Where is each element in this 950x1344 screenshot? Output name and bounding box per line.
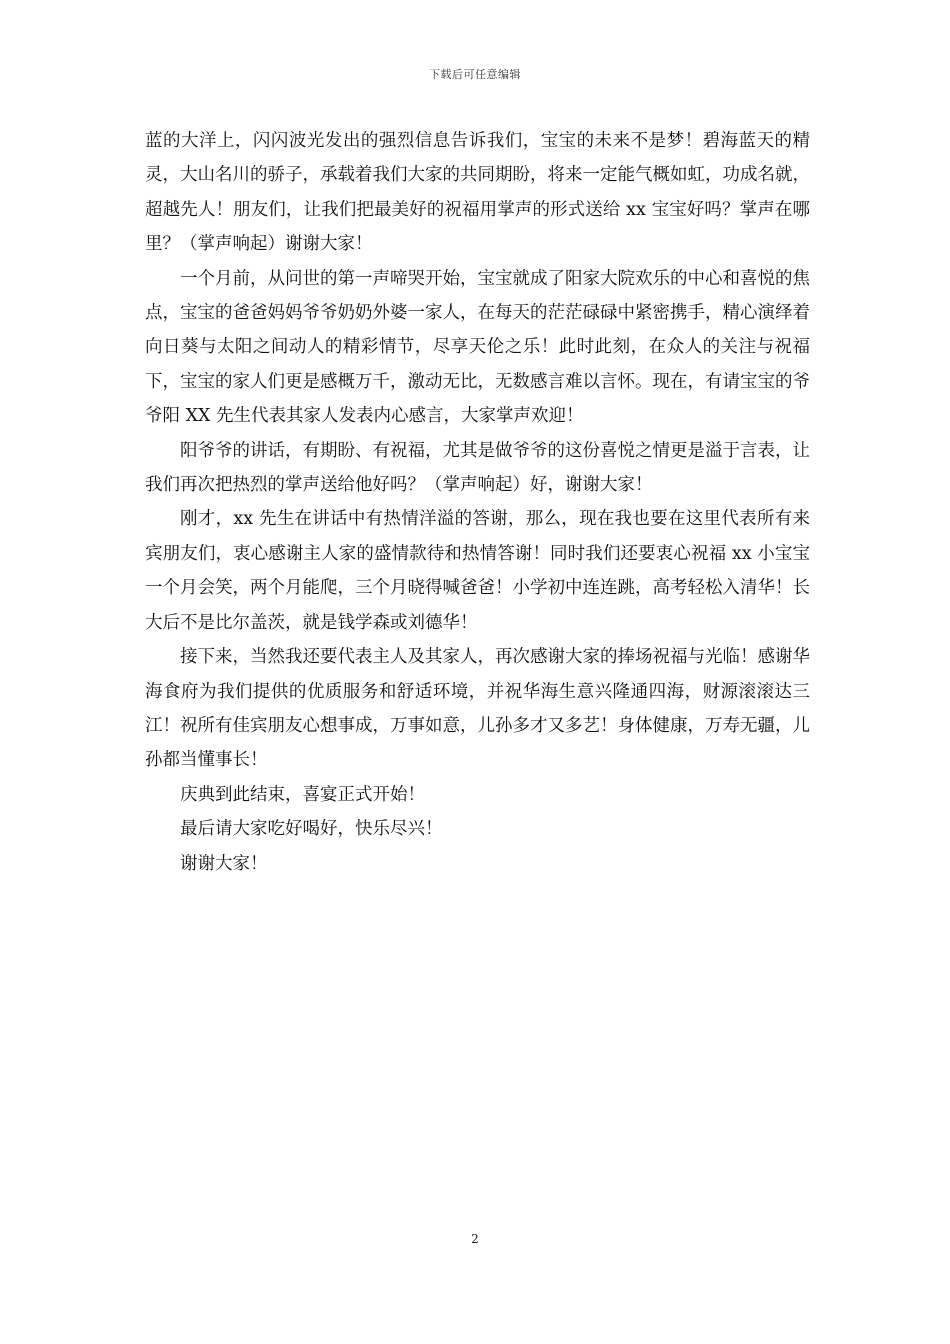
paragraph-8: 谢谢大家！ [180, 853, 268, 874]
paragraph-2: 一个月前，从问世的第一声啼哭开始，宝宝就成了阳家大院欢乐的中心和喜悦的焦点，宝宝的爸爸妈妈爷爷奶奶外婆一家人，在每天的茫茫碌碌中紧密携手，精心演绎着向日葵与太阳之间动人的精彩情节，尽享天伦之乐！此时此刻，在众人的关注与祝福下，宝宝的家人们更是感概万千，激动无比，无数感言难以言怀。现在，有请宝宝的爷爷阳 XX 先生代表其家人发表内心感言，大家掌声欢迎！ [145, 268, 810, 427]
paragraph-4: 刚才，xx 先生在讲话中有热情洋溢的答谢，那么，现在我也要在这里代表所有来宾朋友们，衷心感谢主人家的盛情款待和热情答谢！同时我们还要衷心祝福 xx 小宝宝一个月会笑，两个月能爬，三个月晓得喊爸爸！小学初中连连跳，高考轻松入清华！长大后不是比尔盖茨，就是钱学森或刘德华！ [145, 509, 810, 633]
paragraph-5: 接下来，当然我还要代表主人及其家人，再次感谢大家的捧场祝福与光临！感谢华海食府为我们提供的优质服务和舒适环境，并祝华海生意兴隆通四海，财源滚滚达三江！祝所有佳宾朋友心想事成，万事如意，儿孙多才又多艺！身体健康，万寿无疆，儿孙都当懂事长！ [145, 647, 810, 771]
document-body [145, 124, 810, 881]
page-header: 下载后可任意编辑 [429, 68, 521, 81]
paragraph-1: 蓝的大洋上，闪闪波光发出的强烈信息告诉我们，宝宝的未来不是梦！碧海蓝天的精灵，大山名川的骄子，承载着我们大家的共同期盼，将来一定能气概如虹，功成名就，超越先人！朋友们，让我们把最美好的祝福用掌声的形式送给 xx 宝宝好吗？掌声在哪里？（掌声响起）谢谢大家！ [145, 131, 810, 255]
paragraph-6: 庆典到此结束，喜宴正式开始！ [180, 784, 425, 805]
paragraph-3: 阳爷爷的讲话，有期盼、有祝福，尤其是做爷爷的这份喜悦之情更是溢于言表，让我们再次把热烈的掌声送给他好吗？（掌声响起）好，谢谢大家！ [145, 440, 810, 496]
paragraph-7: 最后请大家吃好喝好，快乐尽兴！ [180, 819, 443, 840]
page-number: 2 [471, 1232, 479, 1246]
